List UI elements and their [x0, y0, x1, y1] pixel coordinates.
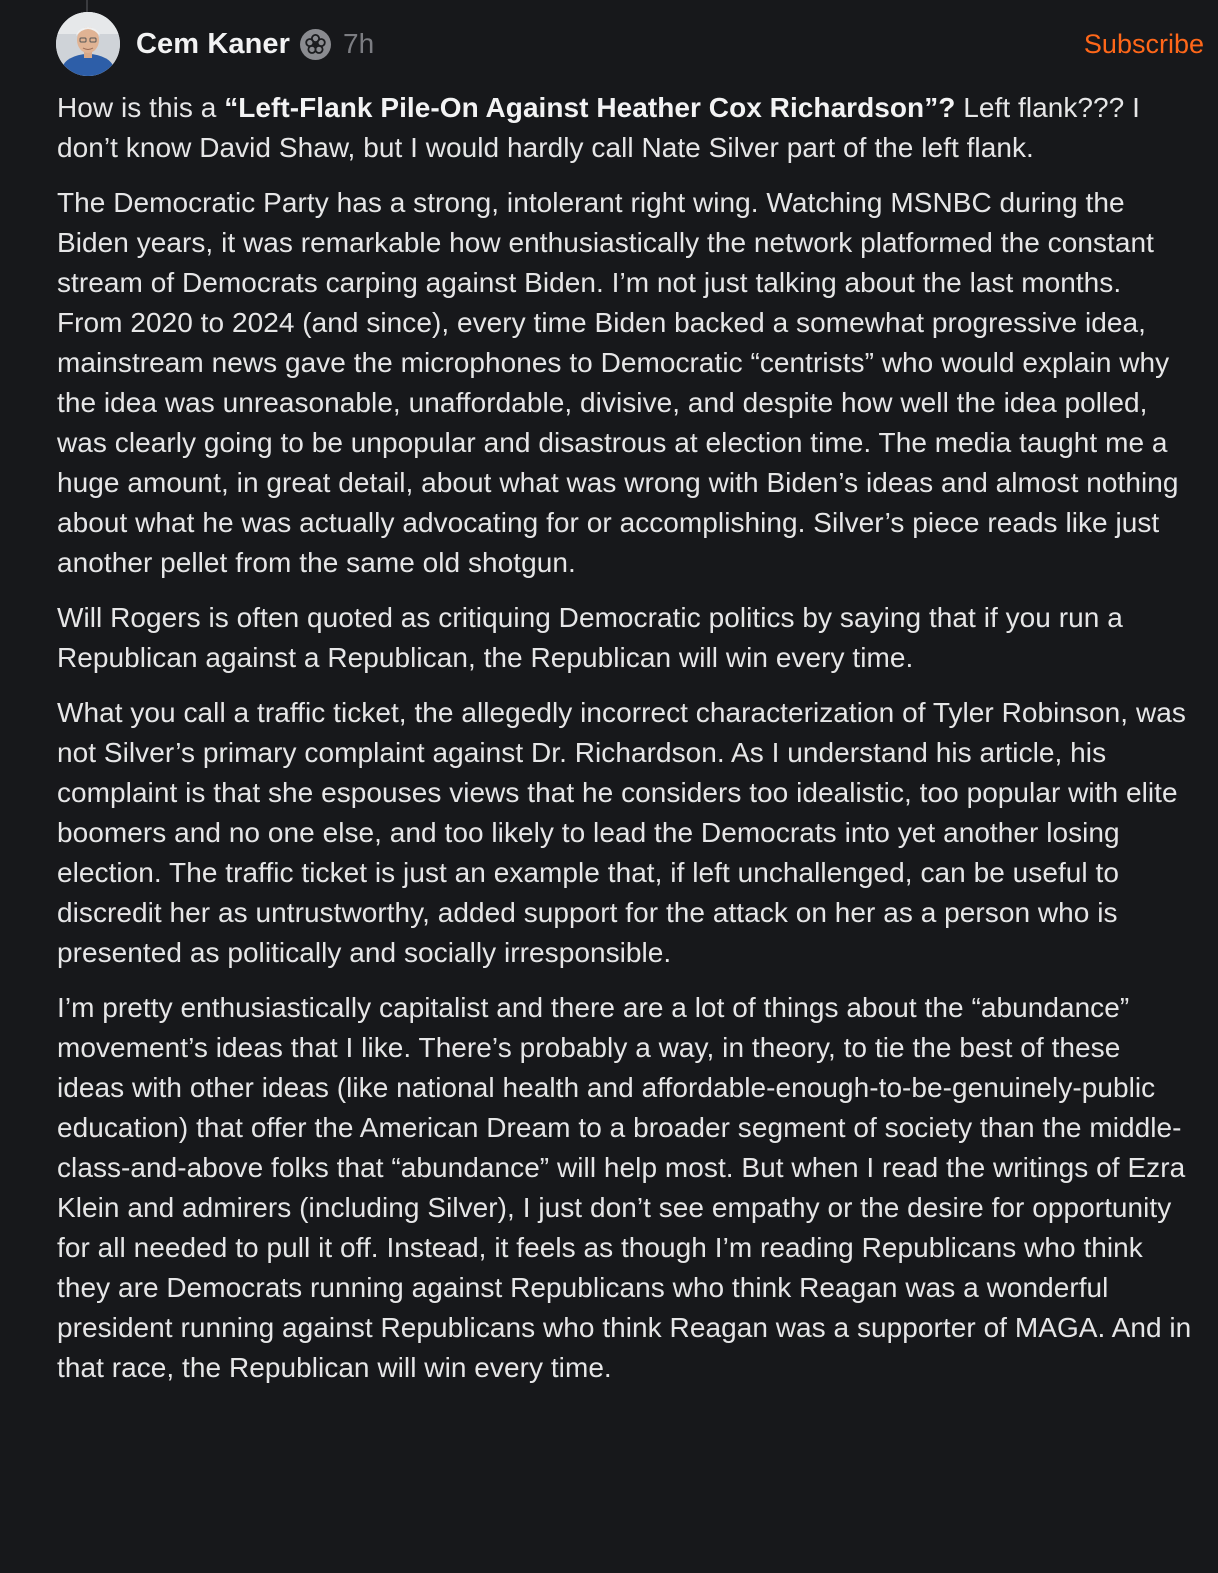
comment-paragraph	[57, 88, 1192, 168]
comment-body	[57, 88, 1192, 1403]
comment-paragraph: The Democratic Party has a strong, intolerant right wing. Watching MSNBC during the Biden years, it was remarkable how enthusiastically the network platformed the constant stream of Democrats carping against Biden. I’m not just talking about the last months. From 2020 to 2024 (and since), every time Biden backed a somewhat progressive idea, mainstream news gave the microphones to Democratic “centrists” who would explain why the idea was unreasonable, unaffordable, divisive, and despite how well the idea polled, was clearly going to be unpopular and disastrous at election time. The media taught me a huge amount, in great detail, about what was wrong with Biden’s ideas and almost nothing about what he was actually advocating for or accomplishing. Silver’s piece reads like just another pellet from the same old shotgun.	[57, 187, 1179, 578]
author-name[interactable]: Cem Kaner	[136, 27, 291, 60]
quoted-title-bold: “Left-Flank Pile-On Against Heather Cox Richardson”?	[224, 92, 956, 123]
paragraph-text: Left flank??? I don’t know David Shaw, but I would hardly call Nate Silver part of the left flank.	[57, 92, 1140, 163]
subscribe-button[interactable]: Subscribe	[1083, 28, 1204, 59]
paragraph-text: How is this a	[57, 92, 225, 123]
subscriber-badge-icon	[300, 29, 331, 60]
comment-paragraph: What you call a traffic ticket, the allegedly incorrect characterization of Tyler Robinson, was not Silver’s primary complaint against Dr. Richardson. As I understand his article, his complaint is that she espouses views that he considers too idealistic, too popular with elite boomers and no one else, and too likely to lead the Democrats into yet another losing election. The traffic ticket is just an example that, if left unchallenged, can be useful to discredit her as untrustworthy, added support for the attack on her as a person who is presented as politically and socially irresponsible.	[57, 697, 1186, 968]
comment-paragraph: I’m pretty enthusiastically capitalist and there are a lot of things about the “abundance” movement’s ideas that I like. There’s probably a way, in theory, to tie the best of these ideas with other ideas (like national health and affordable-enough-to-be-genuinely-public education) that offer the American Dream to a broader segment of society than the middle-class-and-above folks that “abundance” will help most. But when I read the writings of Ezra Klein and admirers (including Silver), I just don’t see empathy or the desire for opportunity for all needed to pull it off. Instead, it feels as though I’m reading Republicans who think they are Democrats running against Republicans who think Reagan was a wonderful president running against Republicans who think Reagan was a supporter of MAGA. And in that race, the Republican will win every time.	[57, 992, 1192, 1383]
user-avatar-photo-icon	[56, 12, 120, 76]
avatar[interactable]	[56, 12, 120, 76]
comment-paragraph: Will Rogers is often quoted as critiquing Democratic politics by saying that if you run a Republican against a Republican, the Republican will win every time.	[57, 602, 1123, 673]
comment-header	[56, 12, 1204, 76]
comment-timestamp: 7h	[343, 28, 375, 59]
